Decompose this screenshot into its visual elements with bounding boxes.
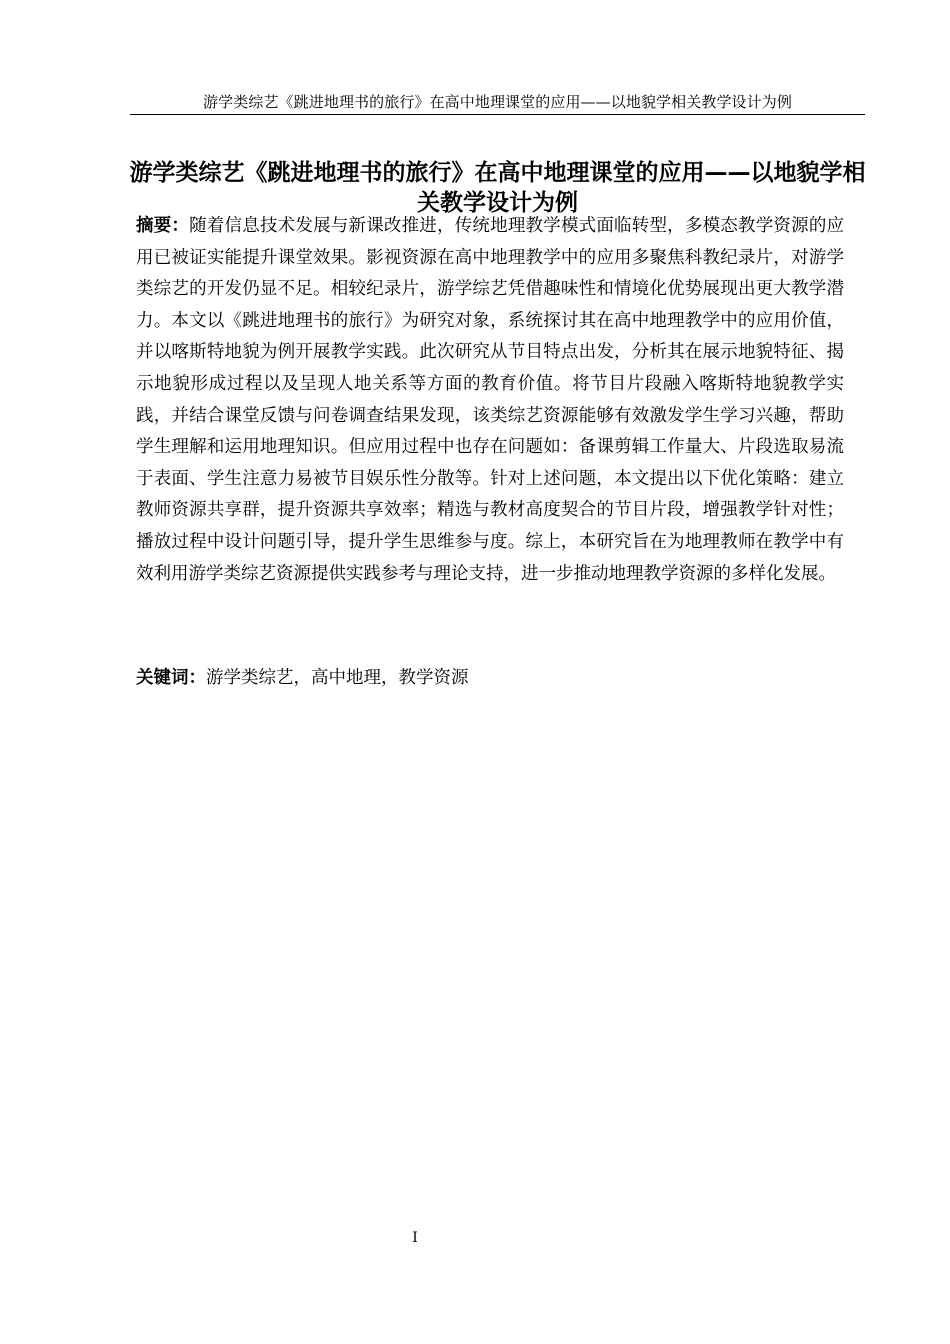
keywords-text: 游学类综艺，高中地理，教学资源 [206, 668, 469, 688]
page-number: I [412, 1230, 418, 1246]
abstract-paragraph [136, 211, 844, 590]
header-rule [130, 114, 865, 115]
abstract-label: 摘要 [136, 216, 172, 236]
keywords-label: 关键词 [136, 668, 189, 688]
paper-title: 游学类综艺《跳进地理书的旅行》在高中地理课堂的应用——以地貌学相关教学设计为例 [129, 160, 866, 216]
running-header: 游学类综艺《跳进地理书的旅行》在高中地理课堂的应用——以地貌学相关教学设计为例 [203, 93, 792, 111]
abstract-text: 随着信息技术发展与新课改推进，传统地理教学模式面临转型，多模态教学资源的应用已被证实能提升课堂效果。影视资源在高中地理教学中的应用多聚焦科教纪录片，对游学类综艺的开发仍显不足。相较纪录片，游学综艺凭借趣味性和情境化优势展现出更大教学潜力。本文以《跳进地理书的旅行》为研究对象，系统探讨其在高中地理教学中的应用价值，并以喀斯特地貌为例开展教学实践。此次研究从节目特点出发，分析其在展示地貌特征、揭示地貌形成过程以及呈现人地关系等方面的教育价值。将节目片段融入喀斯特地貌教学实践，并结合课堂反馈与问卷调查结果发现，该类综艺资源能够有效激发学生学习兴趣，帮助学生理解和运用地理知识。但应用过程中也存在问题如：备课剪辑工作量大、片段选取易流于表面、学生注意力易被节目娱乐性分散等。针对上述问题，本文提出以下优化策略：建立教师资源共享群，提升资源共享效率；精选与教材高度契合的节目片段，增强教学针对性；播放过程中设计问题引导，提升学生思维参与度。综上，本研究旨在为地理教师在教学中有效利用游学类综艺资源提供实践参考与理论支持，进一步推动地理教学资源的多样化发展。 [136, 216, 845, 584]
keywords-label-separator: ： [188, 668, 206, 688]
abstract-label-separator: ： [171, 216, 190, 236]
keywords-line [136, 664, 844, 692]
